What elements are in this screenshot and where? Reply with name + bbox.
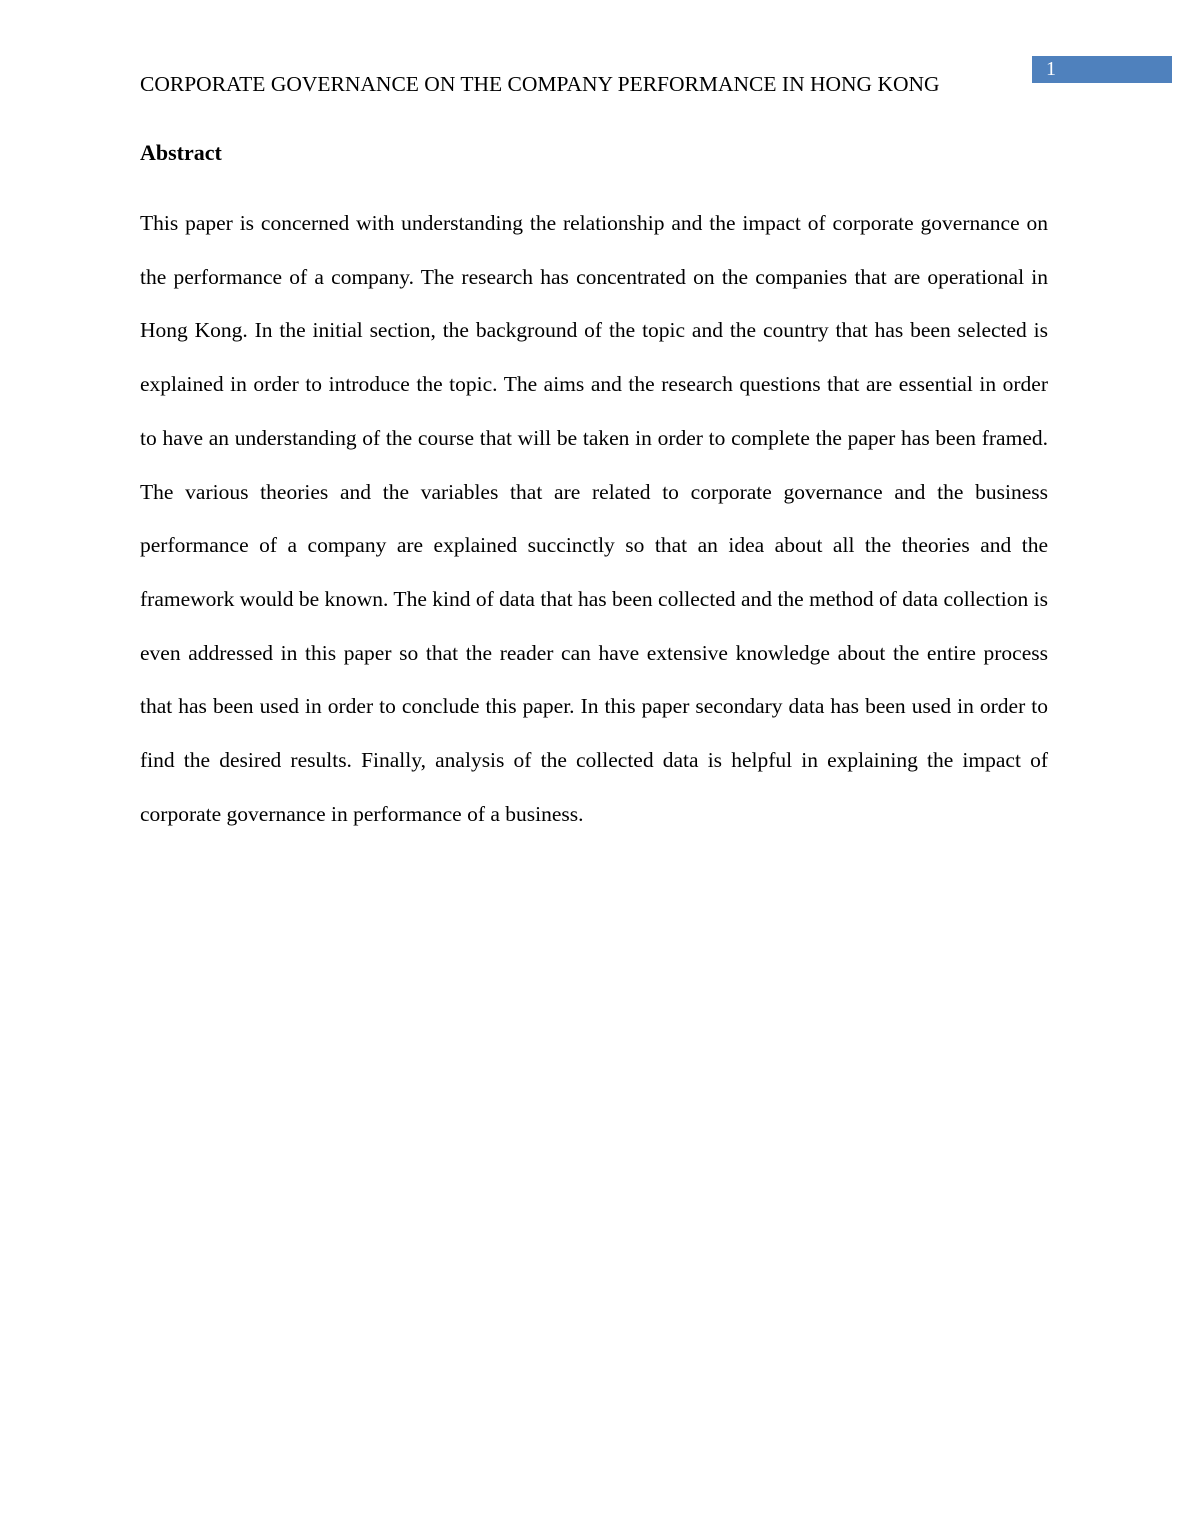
page-number-box bbox=[1032, 56, 1172, 83]
page-number: 1 bbox=[1046, 58, 1056, 80]
running-head-title: CORPORATE GOVERNANCE ON THE COMPANY PERFORMANCE IN HONG KONG bbox=[140, 72, 940, 96]
abstract-heading: Abstract bbox=[140, 140, 222, 165]
abstract-body: This paper is concerned with understanding the relationship and the impact of corporate governance on the performance of a company. The research has concentrated on the companies that are operational in Hong Kong. In the initial section, the background of the topic and the country that has been selected is explained in order to introduce the topic. The aims and the research questions that are essential in order to have an understanding of the course that will be taken in order to complete the paper has been framed. The various theories and the variables that are related to corporate governance and the business performance of a company are explained succinctly so that an idea about all the theories and the framework would be known. The kind of data that has been collected and the method of data collection is even addressed in this paper so that the reader can have extensive knowledge about the entire process that has been used in order to conclude this paper. In this paper secondary data has been used in order to find the desired results. Finally, analysis of the collected data is helpful in explaining the impact of corporate governance in performance of a business. bbox=[140, 211, 1048, 826]
